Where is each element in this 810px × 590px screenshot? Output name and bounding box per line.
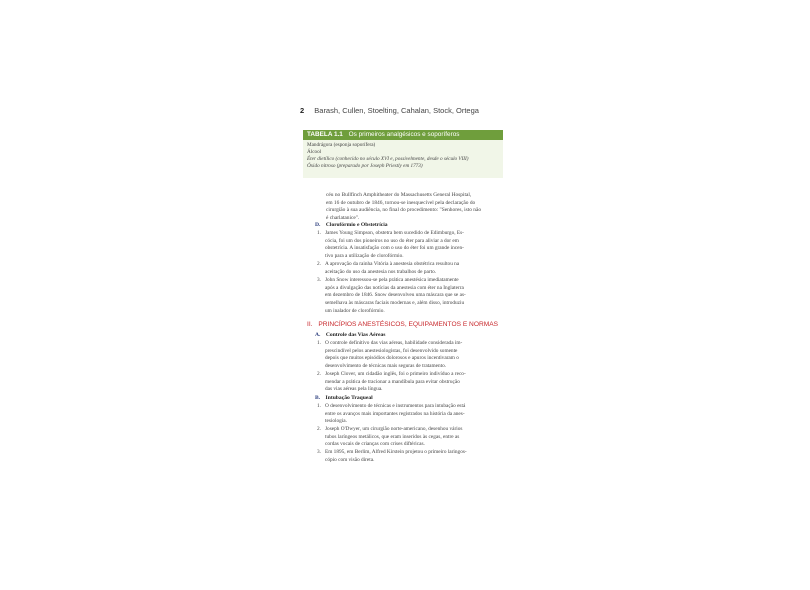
text-line: cócia, foi um dos pioneiros no uso do éter para aliviar a dor em — [325, 237, 459, 244]
text-line: das vias aéreas pela língua. — [325, 386, 383, 393]
text-line: O desenvolvimento de técnicas e instrumentos para intubação está — [325, 403, 466, 409]
list-item — [317, 277, 505, 316]
text-line: em dezembro de 1846. Snow desenvolveu uma máscara que se as- — [325, 292, 466, 299]
section-ii-heading — [307, 321, 498, 328]
list-item — [317, 449, 505, 464]
table-row: Mandrágora (esponja soporífera) — [307, 142, 376, 148]
text-line: cópio com visão direta. — [325, 456, 375, 463]
list-item — [317, 340, 505, 371]
running-header — [300, 106, 479, 115]
subsection-title: Controle das Vias Aéreas — [325, 332, 386, 338]
text-line: aceitação do uso da anestesia nos trabalhos de parto. — [325, 268, 437, 275]
section-numeral: II. — [307, 321, 313, 328]
continuation-paragraph — [326, 192, 504, 223]
item-number: 1. — [317, 403, 321, 409]
text-line: mendar a prática de tracionar a mandíbula para evitar obstrução — [325, 378, 460, 385]
text-line: um inalador de clorofórmio. — [325, 307, 385, 314]
table-body — [303, 140, 503, 172]
text-line: céu no Bullfinch Amphitheater do Massachusetts General Hospital, — [326, 192, 472, 198]
text-line: Joseph O'Dwyer, um cirurgião norte-americano, desenhou vários — [325, 426, 463, 432]
text-line: tivo para a utilização de clorofórmio. — [325, 253, 404, 260]
text-line: cirurgião à sua audiência, no final do procedimento: "Senhores, isto não — [326, 207, 482, 214]
text-line: tubos laríngeos metálicos, que eram inseridos às cegas, entre as — [325, 433, 460, 440]
header-authors: Barash, Cullen, Stoelting, Cahalan, Stock, Ortega — [314, 106, 479, 115]
table-row: Óxido nitroso (preparado por Joseph Priestly em 1773) — [307, 163, 423, 170]
text-line: prescindível pelos anestesiologistas, foi desenvolvido somente — [325, 347, 458, 354]
page-number: 2 — [300, 106, 305, 115]
table-header — [303, 130, 503, 140]
list-item — [317, 261, 505, 276]
text-line: cordas vocais de crianças com crises diftéricas. — [325, 441, 425, 448]
item-number: 3. — [317, 449, 321, 455]
item-number: 1. — [317, 340, 321, 346]
subsection-letter: D. — [315, 222, 321, 228]
table-row: Éter dietílico (conhecido no século XVI e, possivelmente, desde o século VIII) — [307, 156, 469, 163]
text-line: desenvolvimento de técnicas mais seguras de tratamento. — [325, 363, 447, 370]
subsection-d-heading — [315, 222, 388, 228]
text-line: entre os avanços mais importantes registrados na história da anes- — [325, 410, 465, 417]
text-line: A aprovação da rainha Vitória à anestesia obstétrica resultou na — [325, 261, 460, 267]
text-line: semelhava às máscaras faciais modernas e, além disso, introduziu — [325, 300, 465, 307]
text-line: tesiologia. — [325, 418, 347, 425]
text-line: John Snow interessou-se pela prática anestésica imediatamente — [325, 277, 459, 283]
text-line: é charlatanice". — [326, 215, 360, 222]
list-item — [317, 230, 505, 261]
subsection-title: Clorofórmio e Obstetrícia — [325, 222, 388, 228]
table-label: TABELA 1.1 — [307, 131, 343, 138]
subsection-b-heading — [315, 395, 373, 401]
item-number: 2. — [317, 426, 321, 432]
item-number: 2. — [317, 371, 321, 377]
list-item — [317, 403, 505, 426]
item-number: 1. — [317, 230, 321, 236]
subsection-a-heading — [315, 332, 385, 338]
table-1-1 — [303, 130, 503, 178]
section-title: PRINCÍPIOS ANESTÉSICOS, EQUIPAMENTOS E NORMAS — [318, 321, 498, 328]
subsection-letter: B. — [315, 395, 321, 401]
text-line: Em 1895, em Berlim, Alfred Kirstein projetou o primeiro laringos- — [325, 449, 467, 455]
table-title: Os primeiros analgésicos e soporíferos — [348, 131, 460, 138]
table-row: Álcool — [307, 149, 322, 156]
text-line: depois que muitos episódios dolorosos e apuros incentivaram o — [325, 355, 459, 362]
text-line: após a divulgação das notícias da anestesia com éter na Inglaterra — [325, 284, 464, 291]
text-line: James Young Simpson, obstetra bem sucedido de Edimburgo, Es- — [325, 230, 464, 236]
list-item — [317, 371, 505, 394]
text-line: Joseph Clover, um cidadão inglês, foi o primeiro indivíduo a reco- — [325, 371, 466, 377]
subsection-title: Intubação Traqueal — [325, 395, 373, 401]
text-line: O controle definitivo das vias aéreas, habilidade considerada im- — [325, 340, 463, 346]
text-line: obstetrícia. A insatisfação com o uso do éter foi um grande incen- — [325, 245, 464, 252]
list-item — [317, 426, 505, 449]
text-line: em 16 de outubro de 1846, tornou-se inesquecível pela declaração do — [326, 199, 476, 206]
item-number: 2. — [317, 261, 321, 267]
item-number: 3. — [317, 277, 321, 283]
subsection-letter: A. — [315, 332, 321, 338]
